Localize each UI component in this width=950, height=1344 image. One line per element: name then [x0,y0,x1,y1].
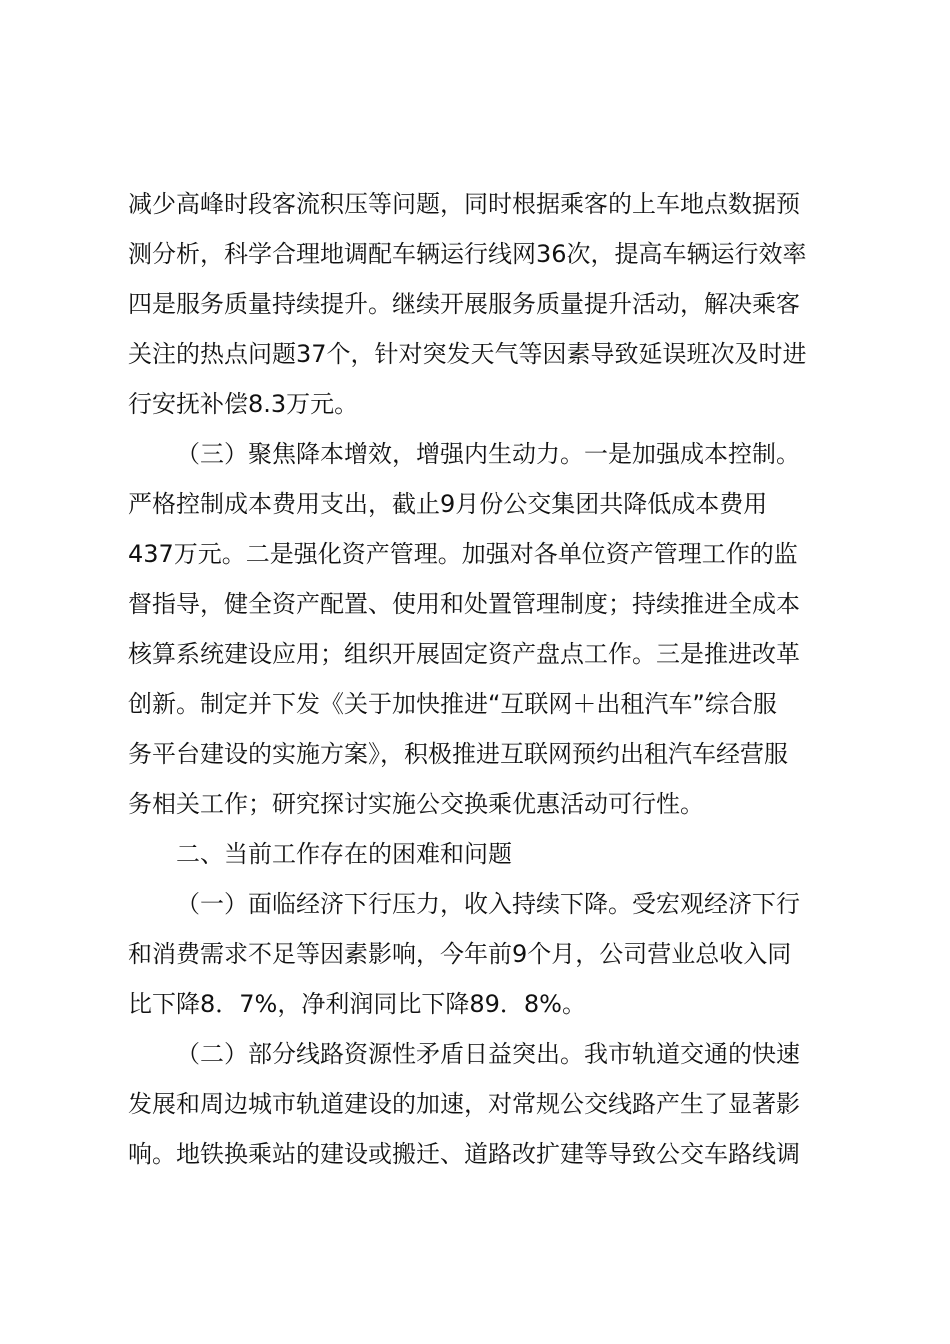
text-line-12: 务平台建设的实施方案》，积极推进互联网预约出租汽车经营服 [128,740,788,768]
text-line-19: 发展和周边城市轨道建设的加速，对常规公交线路产生了显著影 [128,1090,800,1118]
text-line-20: 响。地铁换乘站的建设或搬迁、道路改扩建等导致公交车路线调 [128,1140,800,1168]
text-line-11: 创新。制定并下发《关于加快推进“互联网＋出租汽车”综合服 [128,690,777,718]
text-line-7: 严格控制成本费用支出，截止9月份公交集团共降低成本费用 [128,490,768,518]
paragraph-heading-2: （二）部分线路资源性矛盾日益突出。我市轨道交通的快速 [176,1040,800,1068]
text-line-8: 437万元。二是强化资产管理。加强对各单位资产管理工作的监 [128,540,798,568]
text-line-10: 核算系统建设应用；组织开展固定资产盘点工作。三是推进改革 [128,640,800,668]
text-line-1: 减少高峰时段客流积压等问题，同时根据乘客的上车地点数据预 [128,190,800,218]
text-line-2: 测分析，科学合理地调配车辆运行线网36次，提高车辆运行效率 [128,240,807,268]
text-line-17: 比下降8．7%，净利润同比下降89．8%。 [128,990,586,1018]
paragraph-heading-1: （一）面临经济下行压力，收入持续下降。受宏观经济下行 [176,890,800,918]
section-heading-2: 二、当前工作存在的困难和问题 [176,840,512,868]
text-line-3: 四是服务质量持续提升。继续开展服务质量提升活动，解决乘客 [128,290,800,318]
document-body [128,179,858,1179]
text-line-5: 行安抚补偿8.3万元。 [128,390,359,418]
text-line-9: 督指导，健全资产配置、使用和处置管理制度；持续推进全成本 [128,590,800,618]
text-line-13: 务相关工作；研究探讨实施公交换乘优惠活动可行性。 [128,790,704,818]
paragraph-heading-3: （三）聚焦降本增效，增强内生动力。一是加强成本控制。 [176,440,800,468]
text-line-16: 和消费需求不足等因素影响，今年前9个月，公司营业总收入同 [128,940,792,968]
text-line-4: 关注的热点问题37个，针对突发天气等因素导致延误班次及时进 [128,340,807,368]
